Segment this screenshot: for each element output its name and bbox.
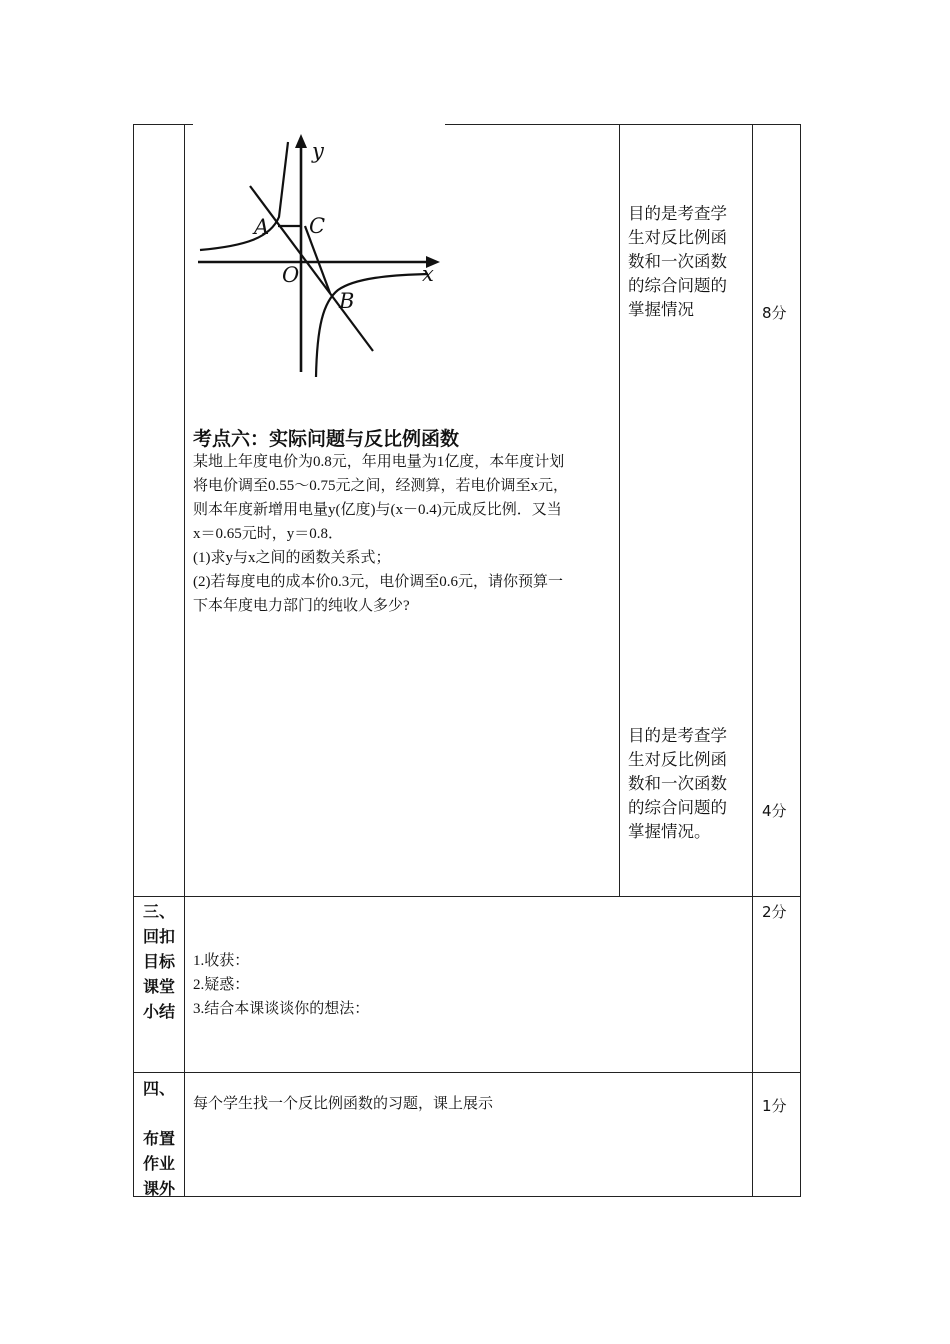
purpose-line: 数和一次函数 — [628, 774, 727, 793]
label-x: x — [422, 262, 434, 286]
section-label-line: 布置 — [143, 1129, 176, 1148]
label-c: C — [309, 214, 326, 238]
purpose-line: 掌握情况 — [628, 300, 694, 319]
table-row-divider-2 — [133, 1072, 801, 1073]
purpose-line: 的综合问题的 — [628, 276, 727, 295]
table-left-border — [133, 124, 134, 1197]
table-bottom-border — [133, 1196, 801, 1197]
label-a: A — [254, 215, 270, 239]
score-2: 4分 — [762, 802, 787, 820]
purpose-note-2 — [628, 724, 727, 844]
section-label-line: 作业 — [143, 1154, 176, 1173]
purpose-line: 生对反比例函 — [628, 750, 727, 769]
label-y: y — [312, 139, 324, 163]
section-four-label — [143, 1076, 175, 1201]
score-1: 8分 — [762, 304, 787, 322]
section-label-line: 四、 — [143, 1079, 176, 1098]
problem-text — [193, 450, 568, 618]
purpose-line: 掌握情况。 — [628, 822, 711, 841]
section-label-line: 回扣 — [143, 927, 176, 946]
problem-line: 下本年度电力部门的纯收人多少? — [193, 598, 410, 614]
table-row-divider-1 — [133, 896, 801, 897]
straight-line-ab — [250, 186, 373, 351]
purpose-line: 的综合问题的 — [628, 798, 727, 817]
hyperbola-right-branch — [316, 274, 428, 377]
section-label-line: 课堂 — [143, 977, 176, 996]
purpose-note-1 — [628, 202, 727, 322]
problem-line: 将电价调至0.55～0.75元之间，经测算，若电价调至x元， — [193, 478, 569, 494]
problem-line: (2)若每度电的成本价0.3元，电价调至0.6元，请你预算一 — [193, 574, 563, 590]
table-label-divider — [184, 124, 185, 1197]
y-axis-arrow — [295, 134, 307, 148]
summary-item: 2.疑惑： — [193, 977, 250, 993]
section-label-line: 小结 — [143, 1002, 176, 1021]
section-three-label — [143, 899, 175, 1024]
problem-line: (1)求y与x之间的函数关系式； — [193, 550, 391, 566]
purpose-line: 生对反比例函 — [628, 228, 727, 247]
section-three-items — [193, 949, 369, 1021]
problem-line: 某地上年度电价为0.8元，年用电量为1亿度，本年度计划 — [193, 454, 565, 470]
function-graph — [190, 132, 450, 382]
section-four-score: 1分 — [762, 1097, 787, 1115]
section-three-score: 2分 — [762, 903, 787, 921]
table-score-divider — [752, 124, 753, 1197]
section-four-content: 每个学生找一个反比例函数的习题，课上展示 — [193, 1096, 494, 1112]
summary-item: 3.结合本课谈谈你的想法： — [193, 1001, 370, 1017]
table-top-border-right — [445, 124, 801, 125]
purpose-line: 目的是考查学 — [628, 204, 727, 223]
exam-point-six-title: 考点六：实际问题与反比例函数 — [193, 428, 460, 450]
table-purpose-divider — [619, 124, 620, 897]
purpose-line: 目的是考查学 — [628, 726, 727, 745]
section-label-line — [143, 1101, 175, 1126]
label-o: O — [282, 263, 300, 287]
section-label-line: 课外 — [143, 1179, 176, 1198]
section-label-line: 目标 — [143, 952, 176, 971]
purpose-line: 数和一次函数 — [628, 252, 727, 271]
label-b: B — [339, 289, 355, 313]
hyperbola-left-branch — [200, 142, 288, 250]
problem-line: x＝0.65元时，y＝0.8． — [193, 526, 344, 542]
summary-item: 1.收获： — [193, 953, 250, 969]
problem-line: 则本年度新增用电量y(亿度)与(x－0.4)元成反比例．又当 — [193, 502, 562, 518]
table-right-border — [800, 124, 801, 1197]
section-label-line: 三、 — [143, 902, 176, 921]
